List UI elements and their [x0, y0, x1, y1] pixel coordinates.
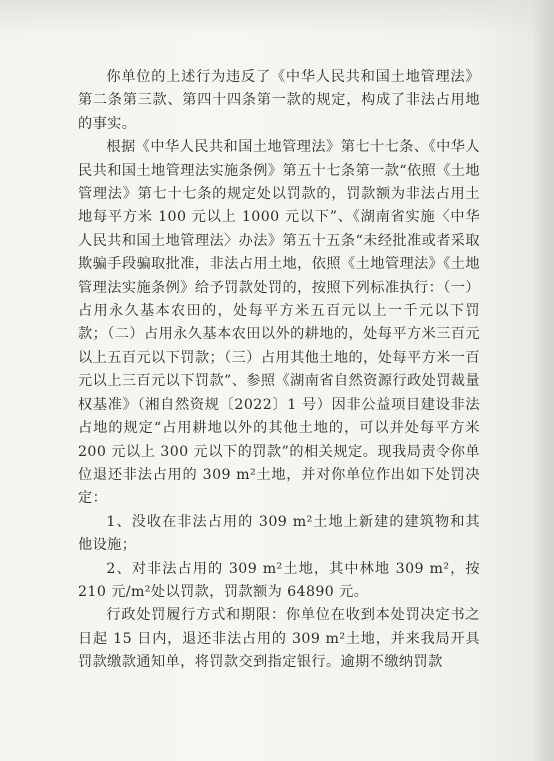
paragraph-legal-basis: 根据《中华人民共和国土地管理法》第七十七条、《中华人民共和国土地管理法实施条例》第五十七条第一款“依照《土地管理法》第七十七条的规定处以罚款的，罚款额为非法占用土地每平方米 100 元以上 1000 元以下”、《湖南省实施〈中华人民共和国土地管理法〉办法》第五十五条“未经批准或者采取欺骗手段骗取批准，非法占用土地，依照《土地管理法》《土地管理法实施条例》给予罚款处罚的，按照下列标准执行：（一）占用永久基本农田的，处每平方米五百元以上一千元以下罚款；（二）占用永久基本农田以外的耕地的，处每平方米三百元以上五百元以下罚款；（三）占用其他土地的，处每平方米一百元以上三百元以下罚款”、参照《湖南省自然资源行政处罚裁量权基准》（湘自然资规〔2022〕1 号）因非公益项目建设非法占地的规定“占用耕地以外的其他土地的，可以并处每平方米 200 元以上 300 元以下的罚款”的相关规定。现我局责令你单位退还非法占用的 309 m²土地，并对你单位作出如下处罚决定：: [78, 139, 485, 507]
page-top-shadow: [0, 0, 554, 36]
page-right-edge: [532, 0, 554, 761]
paragraph-execution-terms: 行政处罚履行方式和期限：你单位在收到本处罚决定书之日起 15 日内，退还非法占用的 309 m²土地，并来我局开具罚款缴款通知单，将罚款交到指定银行。逾期不缴纳罚款: [78, 607, 480, 671]
paragraph-violation: 你单位的上述行为违反了《中华人民共和国土地管理法》第二条第三款、第四十四条第一款的规定，构成了非法占用地的事实。: [78, 69, 480, 132]
paragraph-penalty-item-2: 2、对非法占用的 309 m²土地，其中林地 309 m²，按 210 元/m²处以罚款，罚款额为 64890 元。: [78, 560, 485, 600]
document-body: [78, 66, 485, 675]
paragraph-penalty-item-1: 1、没收在非法占用的 309 m²土地上新建的建筑物和其他设施；: [78, 513, 480, 554]
